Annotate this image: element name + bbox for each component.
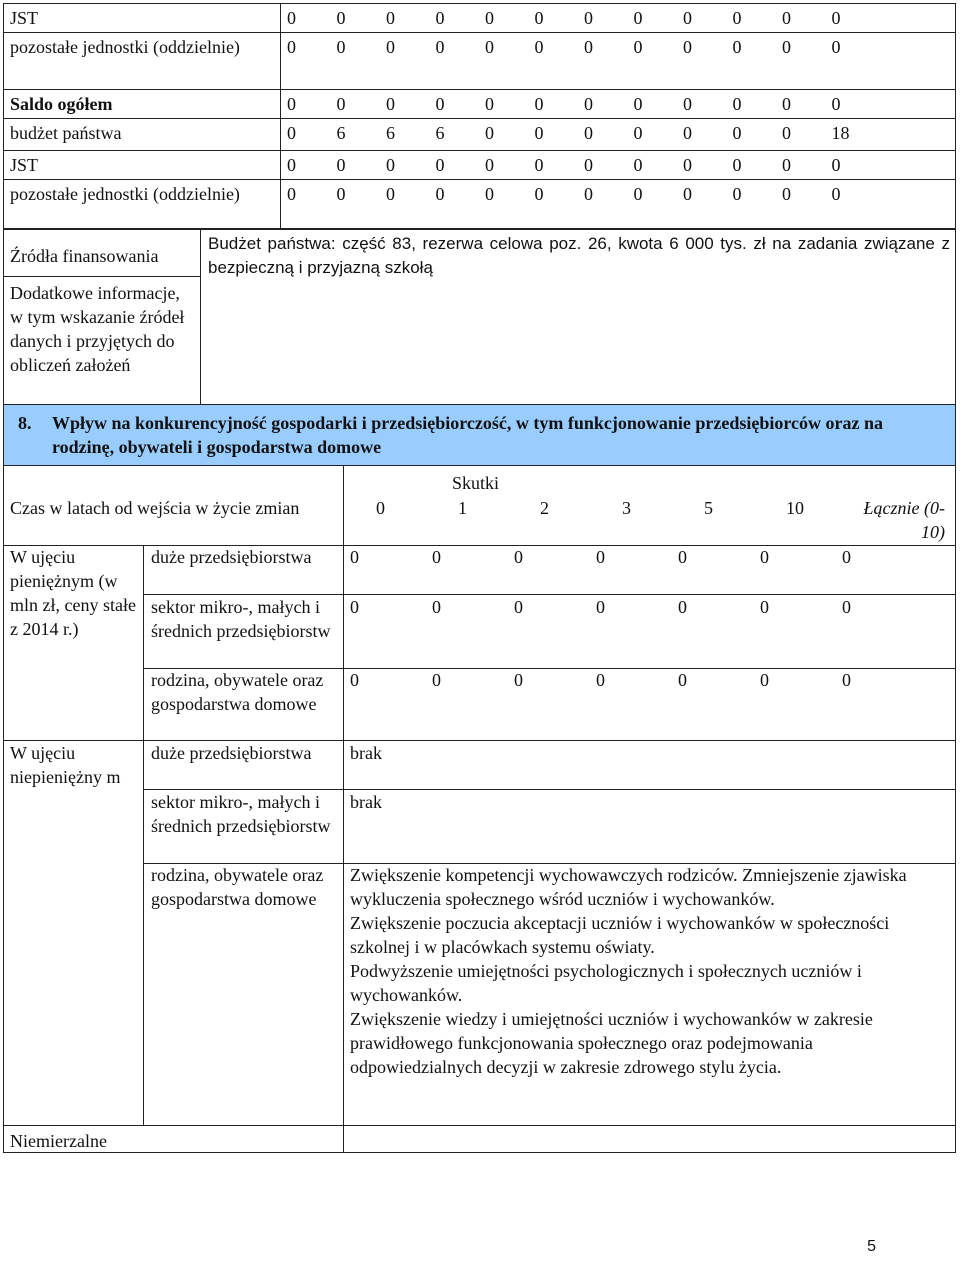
- value-cell: 0: [633, 184, 643, 204]
- value-cell: 0: [336, 37, 346, 57]
- value-cell: 0: [584, 123, 593, 143]
- value-cell: 0: [485, 123, 494, 143]
- page-number: 5: [867, 1238, 876, 1255]
- effect-paragraph: Zwiększenie kompetencji wychowawczych rodziców. Zmniejszenie zjawiska wykluczenia społecznego wśród uczniów i wychowanków.: [350, 865, 907, 909]
- value-cell: 0: [760, 670, 769, 690]
- row-values: [281, 151, 956, 180]
- group-households: rodzina, obywatele oraz gospodarstwa domowe: [151, 670, 324, 714]
- value-cell: 0: [831, 94, 841, 114]
- value-cell: 0: [732, 94, 742, 114]
- value-cell: 0: [336, 94, 346, 114]
- monetary-values-row: [350, 668, 870, 692]
- group-large-enterprises: duże przedsiębiorstwa: [151, 547, 312, 567]
- value-cell: 0: [760, 547, 769, 567]
- value-cell: 0: [633, 123, 643, 143]
- value-cell: 0: [350, 547, 359, 567]
- monetary-values-row: [350, 595, 870, 619]
- value-cell: 0: [782, 155, 791, 175]
- row-values: [281, 119, 956, 151]
- monetary-values-row: [350, 545, 870, 569]
- monetary-label: W ujęciu pieniężnym (w mln zł, ceny stałe z 2014 r.): [10, 547, 136, 639]
- value-cell: 0: [633, 8, 643, 28]
- value-cell: 0: [534, 94, 544, 114]
- funding-label: Źródła finansowania: [10, 246, 159, 266]
- group-sme: sektor mikro-, małych i średnich przedsiębiorstw: [151, 792, 331, 836]
- value-cell: 0: [683, 94, 692, 114]
- value-cell: 0: [584, 37, 593, 57]
- year-header: 2: [540, 498, 549, 518]
- value-cell: 0: [831, 155, 841, 175]
- value-cell: 0: [435, 37, 445, 57]
- value-cell: 0: [732, 8, 742, 28]
- row-label: Saldo ogółem: [4, 90, 281, 119]
- value-cell: 0: [782, 8, 791, 28]
- nonmonetary-value: brak: [350, 792, 382, 812]
- year-header: 3: [622, 498, 631, 518]
- value-cell: 0: [633, 37, 643, 57]
- value-cell: 0: [435, 184, 445, 204]
- value-cell: 0: [683, 37, 692, 57]
- value-cell: 0: [386, 155, 395, 175]
- value-cell: 0: [584, 184, 593, 204]
- row-values: [281, 180, 956, 230]
- value-cell: 0: [584, 94, 593, 114]
- value-cell: 0: [683, 184, 692, 204]
- value-cell: 0: [350, 670, 359, 690]
- section-title: Wpływ na konkurencyjność gospodarki i przedsiębiorczość, w tym funkcjonowanie przedsiębiorców oraz na rodzinę, obywateli i gospodarstwa domowe: [52, 413, 884, 457]
- value-cell: 6: [435, 123, 445, 143]
- effect-paragraph: Zwiększenie poczucia akceptacji uczniów i wychowanków w społeczności szkolnej i w placówkach systemu oświaty.: [350, 913, 890, 957]
- value-cell: 0: [782, 123, 791, 143]
- value-cell: 18: [831, 123, 850, 143]
- row-label: pozostałe jednostki (oddzielnie): [4, 33, 281, 90]
- group-sme: sektor mikro-, małych i średnich przedsiębiorstw: [151, 597, 331, 641]
- row-values: [281, 90, 956, 119]
- value-cell: 6: [336, 123, 346, 143]
- value-cell: 0: [435, 155, 445, 175]
- skutki-header: Skutki: [452, 473, 500, 493]
- value-cell: 0: [831, 184, 841, 204]
- years-row: [350, 496, 950, 544]
- value-cell: 0: [633, 94, 643, 114]
- value-cell: 0: [678, 670, 687, 690]
- value-cell: 0: [432, 670, 441, 690]
- value-cell: 0: [842, 547, 851, 567]
- group-large-enterprises: duże przedsiębiorstwa: [151, 743, 312, 763]
- value-cell: 0: [485, 94, 494, 114]
- family-effects: [350, 863, 948, 1079]
- value-cell: 0: [534, 123, 544, 143]
- value-cell: 0: [732, 37, 742, 57]
- value-cell: 0: [514, 597, 523, 617]
- row-label: pozostałe jednostki (oddzielnie): [4, 180, 281, 230]
- value-cell: 0: [386, 94, 395, 114]
- year-header: 0: [376, 498, 385, 518]
- value-cell: 0: [782, 94, 791, 114]
- value-cell: 0: [732, 155, 742, 175]
- effect-paragraph: Podwyższenie umiejętności psychologicznych i społecznych uczniów i wychowanków.: [350, 961, 862, 1005]
- value-cell: 6: [386, 123, 395, 143]
- value-cell: 0: [386, 184, 395, 204]
- value-cell: 0: [514, 670, 523, 690]
- value-cell: 0: [485, 184, 494, 204]
- value-cell: 0: [287, 184, 296, 204]
- value-cell: 0: [287, 94, 296, 114]
- value-cell: 0: [336, 8, 346, 28]
- value-cell: 0: [782, 37, 791, 57]
- row-label: budżet państwa: [4, 119, 281, 151]
- value-cell: 0: [633, 155, 643, 175]
- value-cell: 0: [485, 37, 494, 57]
- year-header: 10: [786, 498, 804, 518]
- value-cell: 0: [534, 37, 544, 57]
- value-cell: 0: [534, 184, 544, 204]
- value-cell: 0: [732, 123, 742, 143]
- value-cell: 0: [534, 8, 544, 28]
- value-cell: 0: [350, 597, 359, 617]
- value-cell: 0: [584, 155, 593, 175]
- value-cell: 0: [435, 94, 445, 114]
- value-cell: 0: [336, 155, 346, 175]
- row-values: [281, 4, 956, 33]
- finance-table: [3, 3, 956, 230]
- value-cell: 0: [584, 8, 593, 28]
- value-cell: 0: [336, 184, 346, 204]
- value-cell: 0: [432, 547, 441, 567]
- extra-info-label: Dodatkowe informacje, w tym wskazanie źródeł danych i przyjętych do obliczeń założeń: [10, 283, 185, 375]
- value-cell: 0: [485, 155, 494, 175]
- section-number: 8.: [18, 413, 32, 433]
- value-cell: 0: [514, 547, 523, 567]
- value-cell: 0: [678, 597, 687, 617]
- value-cell: 0: [831, 37, 841, 57]
- value-cell: 0: [732, 184, 742, 204]
- value-cell: 0: [386, 37, 395, 57]
- value-cell: 0: [596, 670, 605, 690]
- funding-text: Budżet państwa: część 83, rezerwa celowa poz. 26, kwota 6 000 tys. zł na zadania związane z bezpieczną i przyjazną szkołą: [208, 234, 950, 277]
- group-households: rodzina, obywatele oraz gospodarstwa domowe: [151, 865, 324, 909]
- value-cell: 0: [386, 8, 395, 28]
- time-label: Czas w latach od wejścia w życie zmian: [10, 498, 300, 518]
- row-label: JST: [4, 4, 281, 33]
- year-header: 1: [458, 498, 467, 518]
- value-cell: 0: [534, 155, 544, 175]
- nonmonetary-label: W ujęciu niepieniężny m: [10, 743, 121, 787]
- value-cell: 0: [432, 597, 441, 617]
- value-cell: 0: [287, 155, 296, 175]
- value-cell: 0: [683, 123, 692, 143]
- value-cell: 0: [596, 597, 605, 617]
- unmeasurable-label: Niemierzalne: [10, 1131, 107, 1151]
- value-cell: 0: [842, 597, 851, 617]
- value-cell: 0: [842, 670, 851, 690]
- value-cell: 0: [596, 547, 605, 567]
- value-cell: 0: [831, 8, 841, 28]
- value-cell: 0: [683, 8, 692, 28]
- effect-paragraph: Zwiększenie wiedzy i umiejętności uczniów i wychowanków w zakresie prawidłowego funkcjonowania społecznego oraz podejmowania odpowiedzialnych decyzji w zakresie zdrowego stylu życia.: [350, 1009, 873, 1077]
- value-cell: 0: [760, 597, 769, 617]
- value-cell: 0: [678, 547, 687, 567]
- value-cell: 0: [287, 8, 296, 28]
- year-header: 5: [704, 498, 713, 518]
- value-cell: 0: [782, 184, 791, 204]
- row-label: JST: [4, 151, 281, 180]
- value-cell: 0: [683, 155, 692, 175]
- value-cell: 0: [287, 123, 296, 143]
- value-cell: 0: [435, 8, 445, 28]
- value-cell: 0: [287, 37, 296, 57]
- section-8-header: [3, 404, 956, 466]
- total-header: Łącznie (0-10): [863, 498, 945, 542]
- row-values: [281, 33, 956, 90]
- nonmonetary-value: brak: [350, 743, 382, 763]
- value-cell: 0: [485, 8, 494, 28]
